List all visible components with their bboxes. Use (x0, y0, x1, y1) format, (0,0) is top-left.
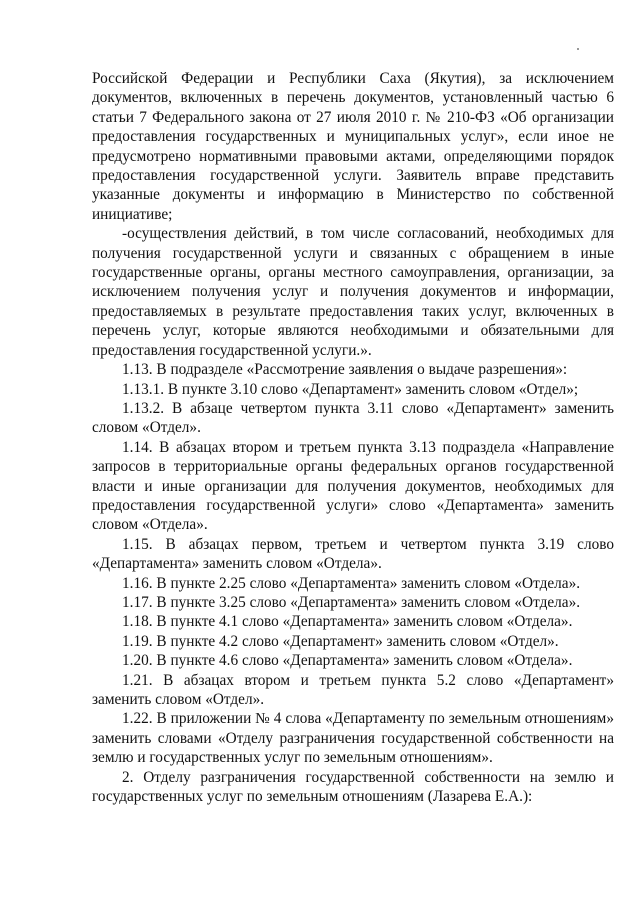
paragraph-actions: -осуществления действий, в том числе согласований, необходимых для получения государственной услуги и связанных с обращением в иные государственные органы, органы местного самоуправления, организации, за исключением получения услуг и получения документов и информации, предоставляемых в результате предоставления таких услуг, включенных в перечень услуг, которые являются необходимыми и обязательными для предоставления государственной услуги.». (92, 225, 614, 359)
paragraph-1-15: 1.15. В абзацах первом, третьем и четвертом пункта 3.19 слово «Департамента» заменить словом «Отдела». (92, 535, 614, 573)
paragraph-1-13-1: 1.13.1. В пункте 3.10 слово «Департамент» заменить словом «Отдел»; (122, 380, 579, 398)
paragraph-2: 2. Отделу разграничения государственной собственности на землю и государственных услуг по земельным отношениям (Лазарева Е.А.): (92, 768, 614, 806)
paragraph-1-13: 1.13. В подразделе «Рассмотрение заявления о выдаче разрешения»: (122, 361, 568, 379)
paragraph-1-16: 1.16. В пункте 2.25 слово «Департамента» заменить словом «Отдела». (122, 574, 581, 592)
paragraph-continuation: Российской Федерации и Республики Саха (Якутия), за исключением документов, включенных в перечень документов, установленный частью 6 статьи 7 Федерального закона от 27 июля 2010 г. № 210-ФЗ «Об организации предоставления государственных и муниципальных услуг», если иное не предусмотрено нормативными правовыми актами, определяющими порядок предоставления государственной услуги. Заявитель вправе представить указанные документы и информацию в Министерство по собственной инициативе; (92, 70, 614, 223)
paragraph-1-20: 1.20. В пункте 4.6 слово «Департамента» заменить словом «Отдела». (122, 652, 573, 670)
paragraph-1-21: 1.21. В абзацах втором и третьем пункта 5.2 слово «Департамент» заменить словом «Отдел». (92, 671, 614, 708)
paragraph-1-13-2: 1.13.2. В абзаце четвертом пункта 3.11 слово «Департамент» заменить словом «Отдел». (92, 399, 614, 437)
document-body (92, 69, 614, 806)
paragraph-1-14: 1.14. В абзацах втором и третьем пункта 3.13 подраздела «Направление запросов в территориальные органы федеральных органов государственной власти и иные организации для получения документов, необходимых для предоставления государственной услуги» слово «Департамента» заменить словом «Отдела». (92, 438, 614, 534)
paragraph-1-17: 1.17. В пункте 3.25 слово «Департамента» заменить словом «Отдела». (122, 593, 581, 611)
paragraph-1-18: 1.18. В пункте 4.1 слово «Департамента» заменить словом «Отдела». (122, 613, 573, 631)
paragraph-1-19: 1.19. В пункте 4.2 слово «Департамент» заменить словом «Отдел». (122, 632, 559, 650)
scan-speck (577, 48, 579, 50)
paragraph-1-22: 1.22. В приложении № 4 слова «Департаменту по земельным отношениям» заменить словами «Отделу разграничения государственной собственности на землю и государственных услуг по земельным отношениям». (92, 710, 614, 767)
